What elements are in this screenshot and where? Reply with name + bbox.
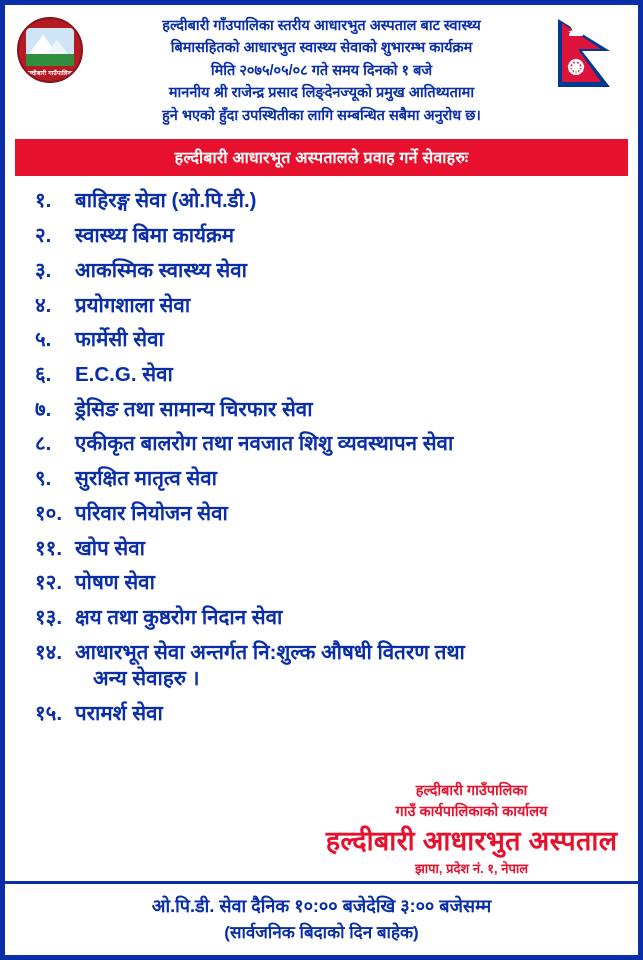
list-item-label: बाहिरङ्ग सेवा (ओ.पि.डी.) <box>75 189 257 213</box>
list-item <box>35 605 616 631</box>
list-item-label: परामर्श सेवा <box>75 701 163 725</box>
list-item-label: फार्मेसी सेवा <box>75 328 164 352</box>
services-list <box>5 176 638 783</box>
list-item-number: ८. <box>35 432 52 456</box>
list-item <box>35 536 616 562</box>
list-item <box>35 640 616 692</box>
list-item <box>35 570 616 596</box>
header <box>5 5 638 135</box>
header-line-2: बिमासहितको आधारभुत स्वास्थ्य सेवाको शुभारम्भ कार्यक्रम <box>170 40 473 57</box>
signature-block <box>5 783 638 880</box>
list-item-number: ४. <box>35 293 52 317</box>
footer-note: (सार्वजनिक बिदाको दिन बाहेक) <box>224 922 419 942</box>
list-item <box>35 362 616 388</box>
emblem-ground <box>26 54 74 66</box>
list-item-label: पोषण सेवा <box>75 571 155 595</box>
emblem-mountain-secondary-icon <box>46 40 68 54</box>
list-item <box>35 327 616 353</box>
list-item-label: E.C.G. सेवा <box>75 363 173 387</box>
header-line-1: हल्दीबारी गाँउपालिका स्तरीय आधारभुत अस्पताल बाट स्वास्थ्य <box>162 18 481 34</box>
nepal-flag-icon <box>556 17 624 101</box>
signature-address: झापा, प्रदेश नं. १, नेपाल <box>414 860 529 876</box>
header-line-3: मिति २०७५/०५/०८ गते समय दिनको १ बजे <box>210 62 433 79</box>
list-item-label: आकस्मिक स्वास्थ्य सेवा <box>75 258 247 282</box>
list-item-number: १४. <box>35 640 63 664</box>
list-item <box>35 258 616 284</box>
list-item-number: ९. <box>35 467 52 491</box>
municipality-emblem-icon <box>17 17 83 83</box>
list-item-label: एकीकृत बालरोग तथा नवजात शिशु व्यवस्थापन सेवा <box>75 432 454 456</box>
list-item-number: १०. <box>35 501 63 525</box>
list-item-label: सुरक्षित मातृत्व सेवा <box>75 467 217 491</box>
list-item-label: प्रयोगशाला सेवा <box>75 293 191 317</box>
list-item-label <box>75 640 616 692</box>
list-item-number: ५. <box>35 328 52 352</box>
footer <box>5 881 638 956</box>
hospital-name: हल्दीबारी आधारभुत अस्पताल <box>325 826 618 857</box>
list-item-number: १३. <box>35 606 63 630</box>
list-item-label: खोप सेवा <box>75 536 145 560</box>
emblem-label: हल्दीबारी गाउँपालिका <box>25 71 75 77</box>
list-item-number: ३. <box>35 258 52 282</box>
list-item-label: परिवार नियोजन सेवा <box>75 501 228 525</box>
list-item <box>35 223 616 249</box>
list-item-label-line2: अन्य सेवाहरु । <box>93 667 200 691</box>
list-item-number: १. <box>35 189 52 213</box>
list-item-number: ७. <box>35 397 52 421</box>
header-line-5: हुने भएको हुँदा उपस्थितीका लागि सम्बन्धित सबैमा अनुरोध छ। <box>162 107 481 124</box>
list-item-label: स्वास्थ्य बिमा कार्यक्रम <box>75 224 234 248</box>
list-item-number: २. <box>35 224 52 248</box>
signature-line-1: हल्दीबारी गाउँपालिका <box>415 783 528 800</box>
list-item-number: ११. <box>35 536 63 560</box>
list-item <box>35 431 616 457</box>
list-item-label-line1: आधारभूत सेवा अन्तर्गत नि:शुल्क औषधी वितरण तथा <box>75 640 465 664</box>
list-item <box>35 701 616 727</box>
list-item <box>35 466 616 492</box>
list-item-number: १५. <box>35 701 63 725</box>
signature-text <box>305 779 638 880</box>
services-title-bar: हल्दीबारी आधारभूत अस्पतालले प्रवाह गर्ने सेवाहरुः <box>15 139 628 176</box>
footer-hours: ओ.पि.डी. सेवा दैनिक १०:०० बजेदेखि ३:०० बजेसम्म <box>151 895 492 916</box>
list-item-label: क्षय तथा कुष्ठरोग निदान सेवा <box>75 606 283 630</box>
header-text <box>13 15 630 127</box>
list-item-label: ड्रेसिङ तथा सामान्य चिरफार सेवा <box>75 397 313 421</box>
header-line-4: माननीय श्री राजेन्द्र प्रसाद लिङ्देनज्यूको प्रमुख आतिथ्यतामा <box>168 85 475 102</box>
list-item-number: १२. <box>35 571 63 595</box>
list-item <box>35 501 616 527</box>
list-item-number: ६. <box>35 363 52 387</box>
list-item <box>35 397 616 423</box>
list-item <box>35 293 616 319</box>
list-item <box>35 188 616 214</box>
signature-line-2: गाउँ कार्यपालिकाको कार्यालय <box>395 804 548 821</box>
